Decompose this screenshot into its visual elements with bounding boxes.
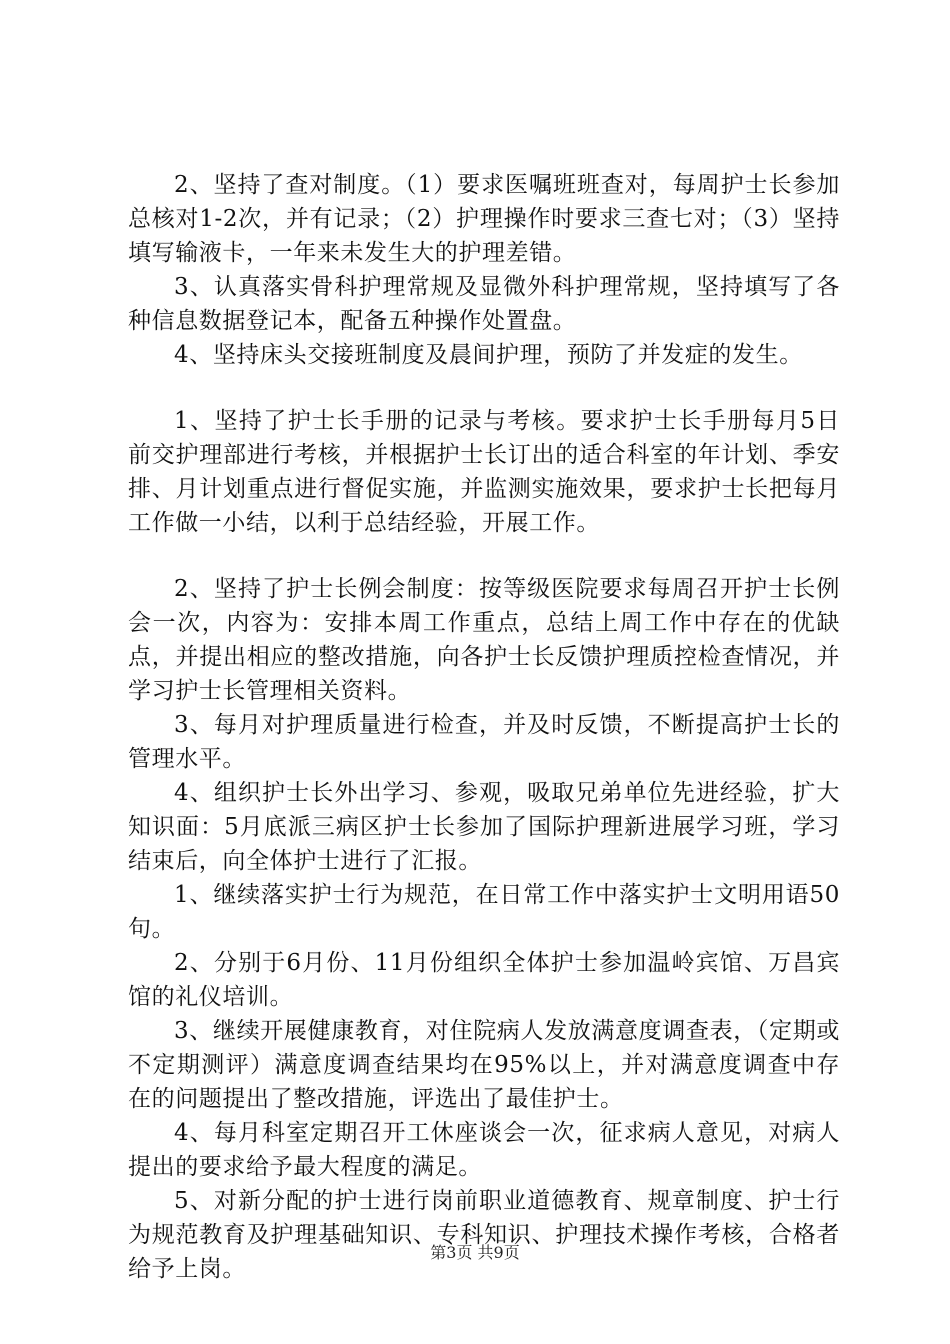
- paragraph-head-nurse-manual: 1、坚持了护士长手册的记录与考核。要求护士长手册每月5日前交护理部进行考核，并根据护士长订出的适合科室的年计划、季安排、月计划重点进行督促实施，并监测实施效果，要求护士长把每月工作做一小结，以利于总结经验，开展工作。: [128, 408, 840, 536]
- paragraph-head-nurse-meeting: 2、坚持了护士长例会制度：按等级医院要求每周召开护士长例会一次，内容为：安排本周工作重点，总结上周工作中存在的优缺点，并提出相应的整改措施，向各护士长反馈护理质控检查情况，并学习护士长管理相关资料。: [128, 576, 840, 704]
- paragraph-new-nurse-training: 5、对新分配的护士进行岗前职业道德教育、规章制度、护士行为规范教育及护理基础知识、专科知识、护理技术操作考核，合格者给予上岗。: [128, 1188, 840, 1282]
- paragraph-etiquette-training: 2、分别于6月份、11月份组织全体护士参加温岭宾馆、万昌宾馆的礼仪培训。: [128, 950, 840, 1010]
- paragraph-health-education: 3、继续开展健康教育，对住院病人发放满意度调查表，（定期或不定期测评）满意度调查结果均在95%以上，并对满意度调查中存在的问题提出了整改措施，评选出了最佳护士。: [128, 1018, 840, 1112]
- paragraph-patient-forum: 4、每月科室定期召开工休座谈会一次，征求病人意见，对病人提出的要求给予最大程度的满足。: [128, 1120, 840, 1180]
- paragraph-quality-check: 3、每月对护理质量进行检查，并及时反馈，不断提高护士长的管理水平。: [128, 712, 840, 772]
- document-body: [128, 168, 840, 1286]
- paragraph-bedside-handover: 4、坚持床头交接班制度及晨间护理，预防了并发症的发生。: [174, 342, 803, 368]
- paragraph-orthopedic-routine: 3、认真落实骨科护理常规及显微外科护理常规，坚持填写了各种信息数据登记本，配备五种操作处置盘。: [128, 274, 840, 334]
- paragraph-external-study: 4、组织护士长外出学习、参观，吸取兄弟单位先进经验，扩大知识面：5月底派三病区护士长参加了国际护理新进展学习班，学习结束后，向全体护士进行了汇报。: [128, 780, 840, 874]
- paragraph-checking-system: 2、坚持了查对制度。（1）要求医嘱班班查对，每周护士长参加总核对1-2次，并有记录；（2）护理操作时要求三查七对；（3）坚持填写输液卡，一年来未发生大的护理差错。: [128, 172, 840, 266]
- paragraph-behavior-norms: 1、继续落实护士行为规范，在日常工作中落实护士文明用语50句。: [128, 882, 840, 942]
- page-number-footer: 第3页 共9页: [430, 1243, 520, 1262]
